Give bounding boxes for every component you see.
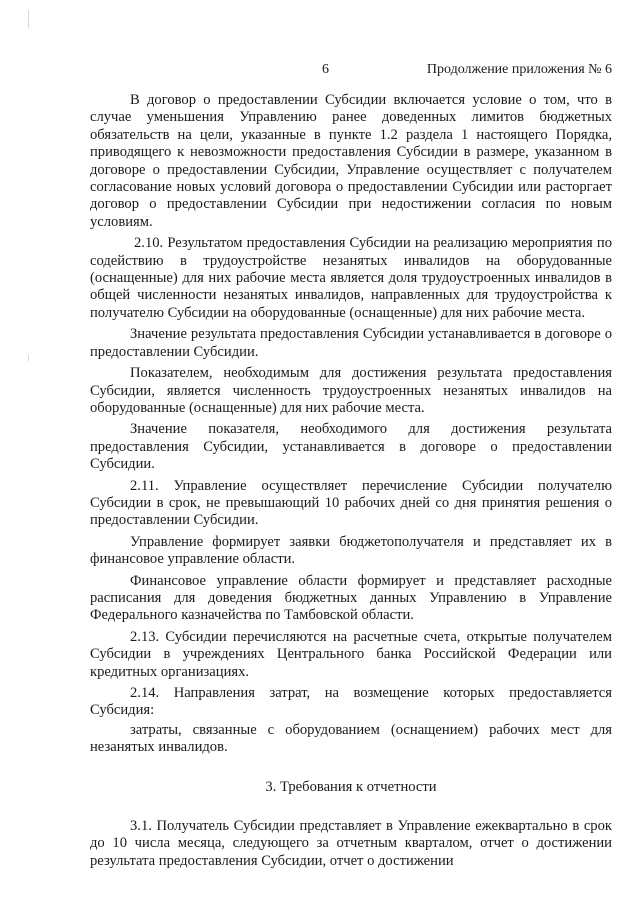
paragraph-2-13: 2.13. Субсидии перечисляются на расчетные счета, открытые получателем Субсидии в учреждениях Центрального банка Российской Федерации или кредитных организациях. [90, 628, 612, 680]
paragraph-2-11: 2.11. Управление осуществляет перечисление Субсидии получателю Субсидии в срок, не превышающий 10 рабочих дней со дня принятия решения о предоставлении Субсидии. [90, 477, 612, 529]
paragraph-finance-department: Финансовое управление области формирует и представляет расходные расписания для доведения бюджетных данных Управлению в Управление Федерального казначейства по Тамбовской области. [90, 572, 612, 624]
paragraph-indicator-value: Значение показателя, необходимого для достижения результата предоставления Субсидии, устанавливается в договоре о предоставлении Субсидии. [90, 421, 612, 473]
paragraph-requests: Управление формирует заявки бюджетополучателя и представляет их в финансовое управление области. [90, 533, 612, 568]
paragraph-result-value: Значение результата предоставления Субсидии устанавливается в договоре о предоставлении Субсидии. [90, 326, 612, 360]
paragraph-2-10: 2.10. Результатом предоставления Субсидии на реализацию мероприятия по содействию в трудоустройстве незанятых инвалидов на оборудованные (оснащенные) для них рабочие места является доля трудоустроенных инвалидов в общей численности незанятых инвалидов, направленных для трудоустройства к получателю Субсидии на оборудованные (оснащенные) для них рабочие места. [90, 235, 612, 321]
margin-line [28, 355, 29, 361]
page-number: 6 [322, 62, 329, 77]
margin-line [28, 10, 29, 28]
paragraph-cost-directions: затраты, связанные с оборудованием (оснащением) рабочих мест для незанятых инвалидов. [90, 721, 612, 756]
appendix-continuation-note: Продолжение приложения № 6 [426, 62, 612, 77]
paragraph-3-1: 3.1. Получатель Субсидии представляет в Управление ежеквартально в срок до 10 числа месяца, следующего за отчетным кварталом, отчет о достижении результата предоставления Субсидии, отчет о достижении [90, 818, 612, 869]
section-3-heading: 3. Требования к отчетности [265, 778, 437, 795]
document-body [90, 92, 612, 874]
paragraph-2-14: 2.14. Направления затрат, на возмещение которых предоставляется Субсидия: [90, 685, 612, 719]
paragraph-indicator: Показателем, необходимым для достижения результата предоставления Субсидии, является численность трудоустроенных незанятых инвалидов на оборудованные (оснащенные) для них рабочие места. [90, 365, 612, 416]
paragraph-subsidy-agreement-condition: В договор о предоставлении Субсидии включается условие о том, что в случае уменьшения Управлению ранее доведенных лимитов бюджетных обязательств на цели, указанные в пункте 1.2 раздела 1 настоящего Порядка, приводящего к невозможности предоставления Субсидии в размере, указанном в договоре о предоставлении Субсидии, Управление осуществляет с получателем согласование новых условий договора о предоставлении Субсидии или расторгает договор о предоставлении Субсидии при недостижении согласия по новым условиям. [90, 92, 612, 230]
